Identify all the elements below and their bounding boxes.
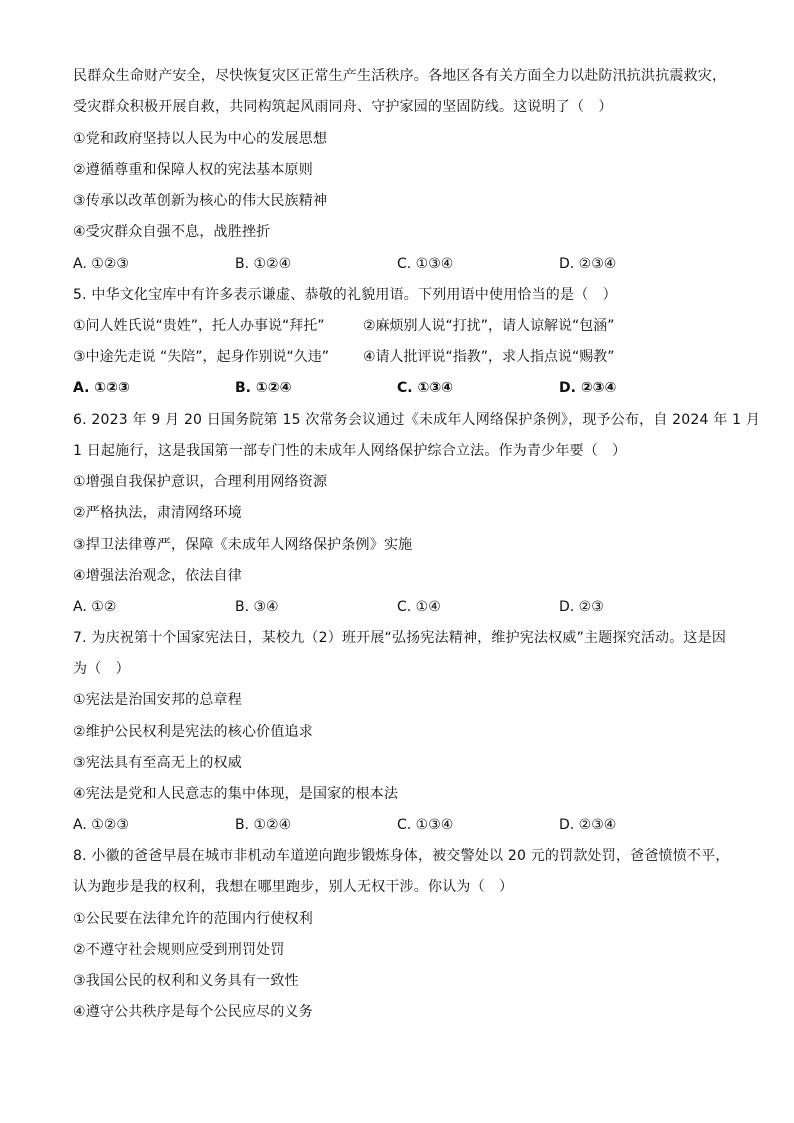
q7-item-3: ③宪法具有至高无上的权威 [73, 755, 242, 771]
q5-option-a[interactable]: A. ①②③ [73, 380, 130, 396]
q6-option-a[interactable]: A. ①② [73, 599, 117, 615]
q6-option-d[interactable]: D. ②③ [559, 599, 604, 615]
q6-options [73, 597, 723, 617]
q4-item-2: ②遵循尊重和保障人权的宪法基本原则 [73, 162, 313, 178]
q5-item-3: ③中途先走说 “失陪”，起身作别说“久违” [73, 349, 330, 365]
q8-stem-line-1: 8. 小徽的爸爸早晨在城市非机动车道逆向跑步锻炼身体，被交警处以 20 元的罚款处罚，爸爸愤愤不平， [73, 848, 730, 864]
q7-item-4: ④宪法是党和人民意志的集中体现，是国家的根本法 [73, 786, 399, 802]
q4-item-1: ①党和政府坚持以人民为中心的发展思想 [73, 131, 328, 147]
q6-item-4: ④增强法治观念，依法自律 [73, 568, 242, 584]
q6-item-2: ②严格执法，肃清网络环境 [73, 505, 242, 521]
q8-item-2: ②不遵守社会规则应受到刑罚处罚 [73, 942, 285, 958]
q4-option-a[interactable]: A. ①②③ [73, 256, 129, 272]
q5-item-2: ②麻烦别人说“打扰”，请人谅解说“包涵” [363, 318, 615, 334]
q7-stem-line-2: 为（ ） [73, 661, 130, 677]
q4-stem-line-2: 受灾群众积极开展自救，共同构筑起风雨同舟、守护家园的坚固防线。这说明了（ ） [73, 99, 613, 115]
q4-options [73, 254, 723, 274]
q5-item-1: ①问人姓氏说“贵姓”，托人办事说“拜托” [73, 318, 325, 334]
q6-option-b[interactable]: B. ③④ [235, 599, 279, 615]
q5-option-b[interactable]: B. ①②④ [235, 380, 292, 396]
q8-stem-line-2: 认为跑步是我的权利，我想在哪里跑步，别人无权干涉。你认为（ ） [73, 879, 514, 895]
q5-item-4: ④请人批评说“指教”，求人指点说“赐教” [363, 349, 615, 365]
q4-option-c[interactable]: C. ①③④ [397, 256, 454, 272]
q5-items-row-2 [73, 347, 723, 367]
q6-stem-line-1: 6. 2023 年 9 月 20 日国务院第 15 次常务会议通过《未成年人网络保护条例》，现予公布，自 2024 年 1 月 [73, 412, 761, 428]
q4-stem-line-1: 民群众生命财产安全，尽快恢复灾区正常生产生活秩序。各地区各有关方面全力以赴防汛抗洪抗震救灾， [73, 68, 727, 84]
q7-stem-line-1: 7. 为庆祝第十个国家宪法日，某校九（2）班开展“弘扬宪法精神，维护宪法权威”主题探究活动。这是因 [73, 630, 727, 646]
q6-stem-line-2: 1 日起施行，这是我国第一部专门性的未成年人网络保护综合立法。作为青少年要（ ） [73, 443, 627, 459]
q5-items-row-1 [73, 316, 723, 336]
q7-option-b[interactable]: B. ①②④ [235, 817, 292, 833]
q4-option-d[interactable]: D. ②③④ [559, 256, 617, 272]
q8-item-1: ①公民要在法律允许的范围内行使权利 [73, 911, 313, 927]
q4-option-b[interactable]: B. ①②④ [235, 256, 292, 272]
q5-stem: 5. 中华文化宝库中有许多表示谦虚、恭敬的礼貌用语。下列用语中使用恰当的是（ ） [73, 287, 617, 303]
q7-item-2: ②维护公民权利是宪法的核心价值追求 [73, 724, 313, 740]
q4-item-3: ③传承以改革创新为核心的伟大民族精神 [73, 193, 328, 209]
q5-options [73, 378, 723, 398]
q7-option-d[interactable]: D. ②③④ [559, 817, 617, 833]
q5-option-d[interactable]: D. ②③④ [559, 380, 617, 396]
q5-option-c[interactable]: C. ①③④ [397, 380, 454, 396]
q6-item-3: ③捍卫法律尊严，保障《未成年人网络保护条例》实施 [73, 537, 413, 553]
q6-item-1: ①增强自我保护意识，合理利用网络资源 [73, 474, 328, 490]
q8-item-3: ③我国公民的权利和义务具有一致性 [73, 973, 299, 989]
q6-option-c[interactable]: C. ①④ [397, 599, 441, 615]
q8-item-4: ④遵守公共秩序是每个公民应尽的义务 [73, 1004, 313, 1020]
q7-option-c[interactable]: C. ①③④ [397, 817, 454, 833]
q7-options [73, 815, 723, 835]
q7-item-1: ①宪法是治国安邦的总章程 [73, 692, 242, 708]
q7-option-a[interactable]: A. ①②③ [73, 817, 129, 833]
q4-item-4: ④受灾群众自强不息，战胜挫折 [73, 224, 271, 240]
